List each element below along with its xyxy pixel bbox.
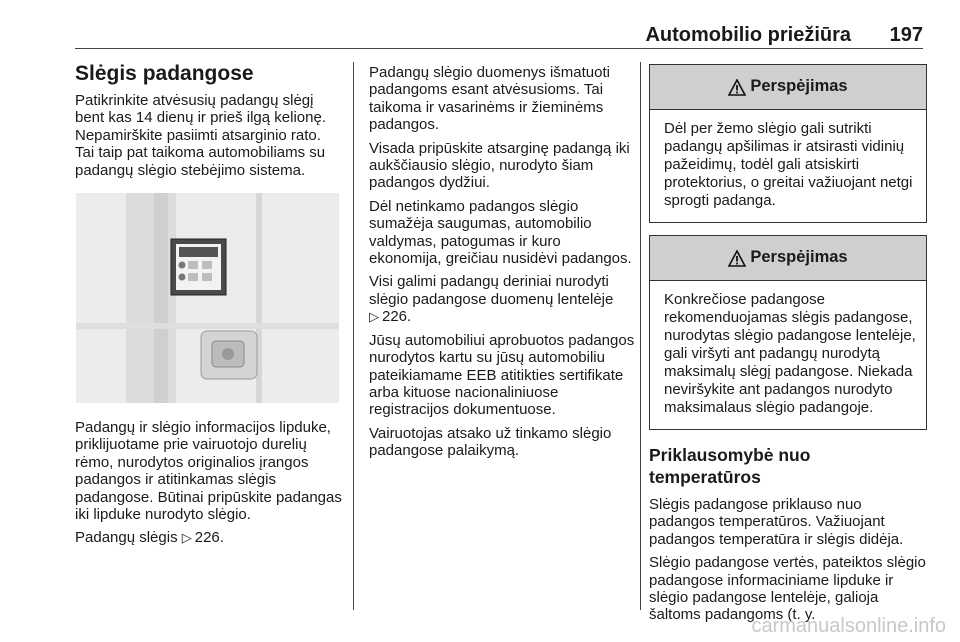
watermark: carmanualsonline.info [751,615,946,637]
warning-title: Perspėjimas [750,248,848,267]
warning-title: Perspėjimas [750,77,848,96]
page-title: Automobilio priežiūra [645,24,851,46]
column-1 [75,60,343,553]
paragraph [75,529,343,546]
page-number: 197 [889,24,923,46]
paragraph: Dėl netinkamo padangos slėgio sumažėja saugumas, automobilio valdymas, patogumas ir kuro ekonomija, greičiau nusidėvi padangos. [369,197,632,268]
warning-text: Dėl per žemo slėgio gali sutrikti padangų apšilimas ir atsirasti vidinių pažeidimų, todėl gali atsiskirti protektorius, o greitai važiuojant netgi sprogti padanga. [664,120,913,209]
column-3 [649,64,927,630]
paragraph: Slėgis padangose priklauso nuo padangos temperatūros. Važiuojant padangos temperatūra ir slėgis didėja. [649,496,904,548]
paragraph: Vairuotojas atsako už tinkamo slėgio padangose palaikymą. [369,424,612,460]
warning-triangle-icon [728,79,746,96]
page-reference-arrow-icon[interactable]: ▷ [369,309,379,325]
door-sticker-photo [76,193,339,403]
warning-box [649,64,927,223]
warning-text: Konkrečiose padangose rekomenduojamas slėgis padangose, nurodytas slėgio padangose lentelėje, gali viršyti ant padangų nurodytą maksimalų slėgį padangose. Niekada neviršykite ant padangos nurodyto maksimalaus slėgio padangoje. [664,291,916,416]
page-reference[interactable]: 226. [194,529,224,547]
paragraph [369,273,637,325]
section-heading: Slėgis padangose [75,62,254,85]
paragraph-text: Visi galimi padangų deriniai nurodyti slėgio padangose duomenų lentelėje [369,273,614,308]
paragraph: Jūsų automobiliui aprobuotos padangos nurodytos kartu su jūsų automobiliu pateikiamame EEB atitikties sertifikate arba kituose nacionaliniuose registracijos dokumentuose. [369,331,635,419]
column-divider-1 [353,62,354,610]
warning-box [649,235,927,430]
column-2 [369,64,637,466]
paragraph-text: Padangų slėgis [75,529,178,547]
page-header [75,22,923,48]
paragraph: Visada pripūskite atsarginę padangą iki aukščiausio slėgio, nurodyto šiam padangos dydžiui. [369,139,630,192]
page-reference[interactable]: 226. [382,308,412,326]
paragraph: Slėgio padangose vertės, pateiktos slėgio padangose informaciniame lipduke ir slėgio padangose lentelėje, galioja šaltoms padangoms (t. y. [649,554,926,624]
warning-header [650,65,926,110]
paragraph: Padangų slėgio duomenys išmatuoti padangoms esant atvėsusioms. Tai taikoma ir vasarinėms ir žieminėms padangos. [369,64,610,134]
paragraph: Padangų ir slėgio informacijos lipduke, priklijuotame prie vairuotojo durelių rėmo, nurodytos originalios įrangos padangos ir atitinkamas slėgis padangose. Būtinai pripūskite padangas iki lipduke nurodyto slėgio. [75,419,342,524]
page-reference-arrow-icon[interactable]: ▷ [181,530,192,546]
column-divider-2 [640,62,641,610]
warning-triangle-icon [728,250,746,267]
warning-header [650,236,926,281]
paragraph: Patikrinkite atvėsusių padangų slėgį bent kas 14 dienų ir prieš ilgą kelionę. Nepamirškite pasiimti atsarginio rato. Tai taip pat taikoma automobiliams su padangų slėgio stebėjimo sistema. [75,92,326,179]
subsection-heading: Priklausomybė nuo temperatūros [649,445,811,487]
header-divider [75,48,923,49]
